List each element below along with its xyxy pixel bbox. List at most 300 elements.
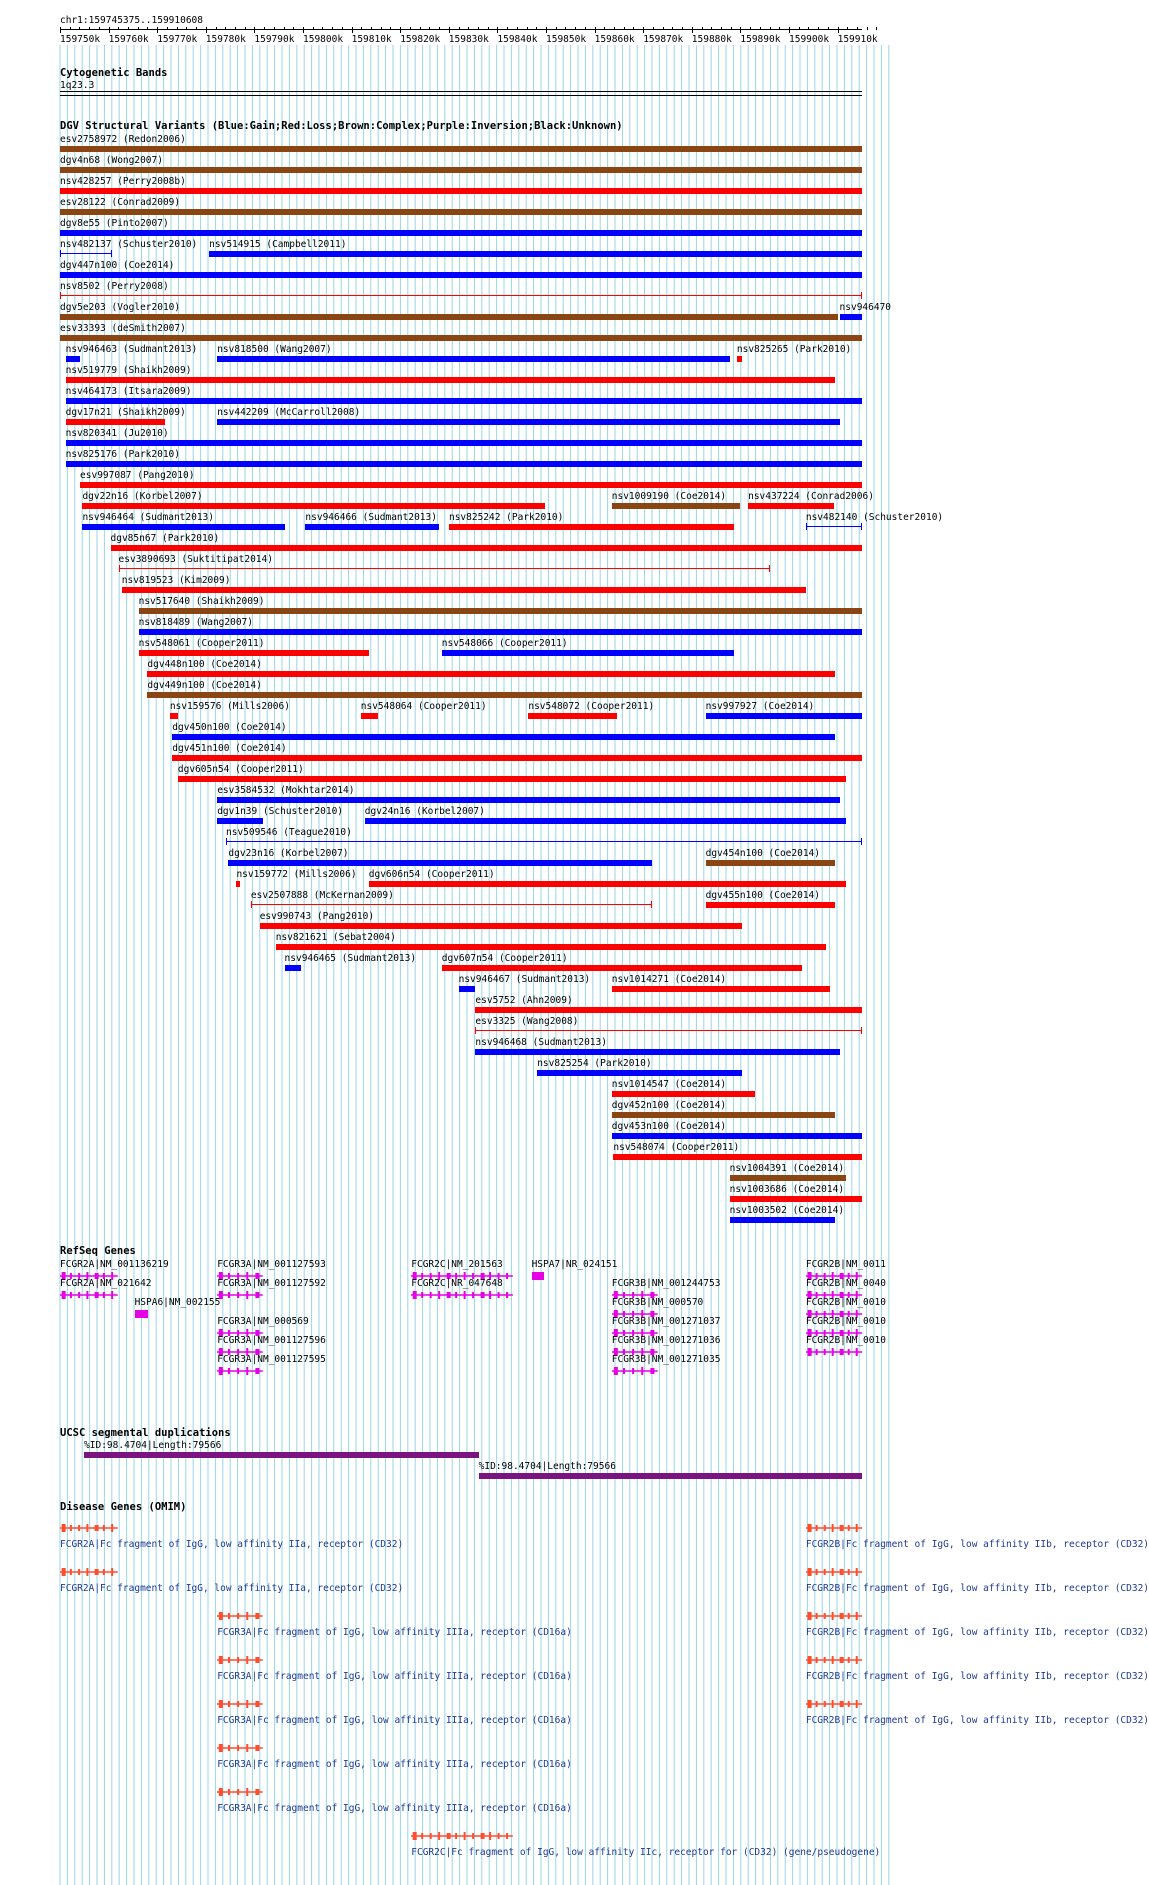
sv-feature-bar[interactable]	[459, 986, 476, 992]
refseq-gene-glyph[interactable]	[612, 1366, 658, 1376]
sv-feature-label: nsv825254 (Park2010)	[537, 1058, 652, 1069]
omim-gene-glyph[interactable]	[806, 1611, 862, 1621]
sv-feature-label: nsv946467 (Sudmant2013)	[458, 974, 591, 985]
ruler-tick-label: 159840k	[497, 34, 538, 45]
omim-disease-label[interactable]: FCGR3A|Fc fragment of IgG, low affinity IIIa, receptor (CD16a)	[217, 1627, 572, 1638]
ruler-minor-tick	[390, 27, 391, 30]
segdup-bar[interactable]	[479, 1473, 862, 1479]
sv-feature-bar[interactable]	[60, 167, 862, 173]
sv-feature-bar[interactable]	[612, 1112, 835, 1118]
sv-feature-label: nsv1014271 (Coe2014)	[611, 974, 727, 985]
refseq-gene-label: FCGR2C|NM_201563	[411, 1259, 503, 1270]
ruler-tick-label: 159870k	[643, 34, 684, 45]
ruler-minor-tick	[867, 27, 868, 30]
omim-disease-label[interactable]: FCGR2B|Fc fragment of IgG, low affinity IIb, receptor (CD32)	[805, 1539, 1149, 1550]
ruler-minor-tick	[186, 27, 187, 30]
ruler-minor-tick	[177, 27, 178, 30]
ruler-minor-tick	[808, 27, 809, 30]
ruler-minor-tick	[527, 27, 528, 30]
sv-feature-label: nsv1014547 (Coe2014)	[611, 1079, 727, 1090]
ruler-tick-label: 159800k	[303, 34, 344, 45]
ruler-minor-tick	[70, 27, 71, 30]
ruler-minor-tick	[828, 27, 829, 30]
sv-feature-bar[interactable]	[475, 1007, 862, 1013]
sv-feature-label: nsv548066 (Cooper2011)	[441, 638, 568, 649]
sv-feature-label: nsv428257 (Perry2008b)	[60, 176, 186, 187]
refseq-gene-label: FCGR2B|NM_0040	[805, 1278, 886, 1289]
ruler-minor-tick	[517, 27, 518, 30]
sv-feature-bar[interactable]	[60, 188, 862, 194]
sv-feature-bar[interactable]	[60, 209, 862, 215]
sv-feature-label: nsv1003686 (Coe2014)	[729, 1184, 845, 1195]
sv-feature-bar[interactable]	[730, 1196, 862, 1202]
sv-feature-endcap	[475, 1027, 476, 1034]
ruler-minor-tick	[624, 27, 625, 30]
sv-feature-label: nsv946466 (Sudmant2013)	[305, 512, 437, 523]
omim-gene-glyph[interactable]	[806, 1523, 862, 1533]
position-readout: chr1:159745375..159910608	[60, 15, 203, 26]
sv-feature-bar[interactable]	[139, 629, 862, 635]
ruler-minor-tick	[313, 27, 314, 30]
sv-feature-bar[interactable]	[226, 841, 862, 842]
sv-feature-bar[interactable]	[537, 1070, 742, 1076]
sv-feature-label: dgv17n21 (Shaikh2009)	[65, 407, 186, 418]
coordinate-ruler	[60, 27, 878, 47]
ruler-minor-tick	[264, 27, 265, 30]
sv-feature-label: dgv454n100 (Coe2014)	[705, 848, 820, 859]
ruler-minor-tick	[760, 27, 761, 30]
sv-feature-bar[interactable]	[260, 923, 742, 929]
omim-disease-label[interactable]: FCGR3A|Fc fragment of IgG, low affinity IIIa, receptor (CD16a)	[217, 1671, 572, 1682]
ruler-minor-tick	[118, 27, 119, 30]
ruler-minor-tick	[420, 27, 421, 30]
sv-feature-bar[interactable]	[706, 902, 835, 908]
sv-feature-label: dgv605n54 (Cooper2011)	[177, 764, 304, 775]
sv-feature-bar[interactable]	[170, 713, 178, 719]
ruler-minor-tick	[429, 27, 430, 30]
sv-feature-label: dgv4n68 (Wong2007)	[60, 155, 163, 166]
ruler-minor-tick	[79, 27, 80, 30]
ruler-minor-tick	[352, 27, 353, 33]
sv-feature-endcap	[651, 901, 652, 908]
sv-feature-label: nsv514915 (Campbell2011)	[209, 239, 347, 250]
sv-feature-label: nsv997927 (Coe2014)	[705, 701, 815, 712]
ruler-minor-tick	[196, 27, 197, 30]
sv-feature-bar[interactable]	[706, 713, 862, 719]
sv-feature-label: nsv818500 (Wang2007)	[217, 344, 332, 355]
sv-feature-bar[interactable]	[82, 503, 545, 509]
ruler-minor-tick	[303, 27, 304, 33]
sv-feature-label: dgv23n16 (Korbel2007)	[228, 848, 349, 859]
sv-feature-bar[interactable]	[612, 503, 740, 509]
sv-feature-label: nsv437224 (Conrad2006)	[748, 491, 874, 502]
segdup-label: %ID:98.4704|Length:79566	[84, 1440, 222, 1451]
sv-feature-label: esv3584532 (Mokhtar2014)	[217, 785, 355, 796]
sv-feature-label: dgv22n16 (Korbel2007)	[82, 491, 203, 502]
sv-feature-label: esv33393 (deSmith2007)	[60, 323, 186, 334]
sv-feature-bar[interactable]	[172, 755, 862, 761]
sv-feature-label: esv3890693 (Suktitipat2014)	[118, 554, 273, 565]
sv-feature-bar[interactable]	[737, 356, 742, 362]
sv-feature-bar[interactable]	[612, 986, 830, 992]
sv-feature-bar[interactable]	[217, 356, 729, 362]
sv-feature-bar[interactable]	[251, 904, 652, 905]
segdup-track-title: UCSC segmental duplications	[60, 1427, 231, 1439]
ruler-minor-tick	[585, 27, 586, 30]
refseq-gene-label: FCGR3B|NM_000570	[611, 1297, 704, 1308]
sv-feature-bar[interactable]	[60, 314, 838, 320]
ruler-minor-tick	[731, 27, 732, 30]
omim-gene-glyph[interactable]	[60, 1567, 118, 1577]
ruler-minor-tick	[206, 27, 207, 33]
sv-feature-bar[interactable]	[178, 776, 846, 782]
ruler-minor-tick	[245, 27, 246, 30]
omim-gene-glyph[interactable]	[217, 1611, 263, 1621]
sv-feature-label: dgv85n67 (Park2010)	[110, 533, 220, 544]
sv-feature-label: nsv946468 (Sudmant2013)	[475, 1037, 607, 1048]
refseq-gene-label: FCGR3A|NM_001127593	[217, 1259, 326, 1270]
sv-feature-label: esv997087 (Pang2010)	[80, 470, 195, 481]
omim-gene-glyph[interactable]	[60, 1523, 118, 1533]
refseq-gene-block[interactable]	[135, 1310, 149, 1318]
sv-feature-bar[interactable]	[228, 860, 651, 866]
sv-feature-label: nsv819523 (Kim2009)	[121, 575, 231, 586]
refseq-gene-label: FCGR3B|NM_001271035	[611, 1354, 721, 1365]
ruler-axis-line	[60, 29, 862, 30]
ruler-minor-tick	[497, 27, 498, 33]
ruler-minor-tick	[60, 27, 61, 33]
sv-feature-label: nsv946463 (Sudmant2013)	[65, 344, 198, 355]
ruler-minor-tick	[711, 27, 712, 30]
sv-feature-bar[interactable]	[528, 713, 616, 719]
ruler-minor-tick	[147, 27, 148, 30]
sv-feature-label: nsv825242 (Park2010)	[448, 512, 564, 523]
sv-feature-bar[interactable]	[139, 608, 862, 614]
refseq-gene-label: HSPA7|NR_024151	[531, 1259, 618, 1270]
ruler-minor-tick	[109, 27, 110, 33]
sv-feature-bar[interactable]	[361, 713, 378, 719]
sv-feature-label: nsv517640 (Shaikh2009)	[138, 596, 265, 607]
omim-disease-label[interactable]: FCGR2B|Fc fragment of IgG, low affinity IIb, receptor (CD32)	[805, 1627, 1149, 1638]
ruler-minor-tick	[682, 27, 683, 30]
refseq-gene-label: HSPA6|NM_002155	[134, 1297, 221, 1308]
dgv-track-title: DGV Structural Variants (Blue:Gain;Red:Loss;Brown:Complex;Purple:Inversion;Black:Unknown)	[60, 120, 623, 132]
sv-feature-label: nsv825265 (Park2010)	[736, 344, 852, 355]
sv-feature-bar[interactable]	[365, 818, 846, 824]
ruler-minor-tick	[575, 27, 576, 30]
refseq-gene-label: FCGR2B|NM_0011	[805, 1259, 886, 1270]
sv-feature-bar[interactable]	[66, 419, 165, 425]
ruler-minor-tick	[293, 27, 294, 30]
sv-feature-label: nsv820341 (Ju2010)	[65, 428, 169, 439]
sv-feature-bar[interactable]	[217, 419, 840, 425]
sv-feature-label: nsv482140 (Schuster2010)	[805, 512, 944, 523]
refseq-gene-glyph[interactable]	[411, 1290, 513, 1300]
refseq-gene-label: FCGR3A|NM_001127592	[217, 1278, 326, 1289]
ruler-minor-tick	[157, 27, 158, 33]
ruler-minor-tick	[799, 27, 800, 30]
ruler-tick-label: 159890k	[740, 34, 781, 45]
refseq-gene-label: FCGR3B|NM_001271037	[611, 1316, 721, 1327]
cyto-band-label: 1q23.3	[60, 80, 95, 91]
omim-gene-glyph[interactable]	[217, 1655, 263, 1665]
segdup-bar[interactable]	[84, 1452, 479, 1458]
ruler-minor-tick	[284, 27, 285, 30]
ruler-tick-label: 159900k	[789, 34, 830, 45]
sv-feature-endcap	[861, 292, 862, 299]
sv-feature-label: esv28122 (Conrad2009)	[60, 197, 181, 208]
cyto-track-title: Cytogenetic Bands	[60, 67, 168, 79]
sv-feature-label: nsv159576 (Mills2006)	[169, 701, 290, 712]
ruler-minor-tick	[779, 27, 780, 30]
refseq-gene-label: FCGR3A|NM_001127595	[217, 1354, 326, 1365]
sv-feature-bar[interactable]	[276, 944, 826, 950]
sv-feature-bar[interactable]	[612, 1091, 756, 1097]
sv-feature-bar[interactable]	[475, 1049, 840, 1055]
refseq-track-title: RefSeq Genes	[60, 1245, 136, 1257]
refseq-gene-label: FCGR3A|NM_001127596	[217, 1335, 326, 1346]
ruler-tick-label: 159790k	[254, 34, 295, 45]
ruler-minor-tick	[439, 27, 440, 30]
sv-feature-label: nsv482137 (Schuster2010)	[60, 239, 198, 250]
sv-feature-bar[interactable]	[60, 335, 862, 341]
ruler-minor-tick	[643, 27, 644, 33]
refseq-gene-glyph[interactable]	[217, 1290, 263, 1300]
sv-feature-bar[interactable]	[217, 818, 263, 824]
ruler-minor-tick	[274, 27, 275, 30]
ruler-minor-tick	[332, 27, 333, 30]
ruler-minor-tick	[371, 27, 372, 30]
refseq-gene-glyph[interactable]	[806, 1347, 862, 1357]
ruler-minor-tick	[633, 27, 634, 30]
sv-feature-bar[interactable]	[217, 797, 840, 803]
sv-feature-endcap	[111, 250, 112, 257]
sv-feature-bar[interactable]	[442, 650, 734, 656]
ruler-minor-tick	[216, 27, 217, 30]
ruler-minor-tick	[838, 27, 839, 33]
sv-feature-bar[interactable]	[66, 377, 835, 383]
sv-feature-label: nsv159772 (Mills2006)	[236, 869, 357, 880]
ruler-minor-tick	[99, 27, 100, 30]
ruler-tick-label: 159880k	[691, 34, 732, 45]
refseq-gene-label: FCGR3B|NM_001244753	[611, 1278, 721, 1289]
omim-gene-glyph[interactable]	[806, 1567, 862, 1577]
sv-feature-label: nsv946464 (Sudmant2013)	[82, 512, 215, 523]
refseq-gene-label: FCGR3A|NM_000569	[217, 1316, 309, 1327]
sv-feature-label: nsv946465 (Sudmant2013)	[284, 953, 417, 964]
sv-feature-label: dgv452n100 (Coe2014)	[611, 1100, 727, 1111]
sv-feature-label: nsv1009190 (Coe2014)	[611, 491, 727, 502]
ruler-minor-tick	[876, 27, 877, 30]
sv-feature-bar[interactable]	[60, 146, 862, 152]
sv-feature-label: dgv453n100 (Coe2014)	[611, 1121, 727, 1132]
sv-feature-endcap	[861, 838, 862, 845]
ruler-minor-tick	[381, 27, 382, 30]
sv-feature-bar[interactable]	[748, 503, 834, 509]
refseq-gene-block[interactable]	[532, 1272, 545, 1280]
ruler-minor-tick	[789, 27, 790, 33]
omim-disease-label[interactable]: FCGR3A|Fc fragment of IgG, low affinity IIIa, receptor (CD16a)	[217, 1759, 572, 1770]
ruler-minor-tick	[400, 27, 401, 33]
ruler-minor-tick	[536, 27, 537, 30]
ruler-tick-label: 159760k	[108, 34, 149, 45]
ruler-minor-tick	[565, 27, 566, 30]
ruler-minor-tick	[721, 27, 722, 30]
refseq-gene-glyph[interactable]	[217, 1366, 263, 1376]
ruler-minor-tick	[89, 27, 90, 30]
sv-feature-bar[interactable]	[119, 568, 770, 569]
sv-feature-endcap	[119, 565, 120, 572]
cyto-band-line-1	[60, 91, 862, 92]
ruler-tick-label: 159860k	[594, 34, 635, 45]
sv-feature-bar[interactable]	[66, 461, 862, 467]
sv-feature-bar[interactable]	[80, 482, 862, 488]
sv-feature-bar[interactable]	[613, 1154, 862, 1160]
omim-gene-glyph[interactable]	[411, 1831, 513, 1841]
ruler-minor-tick	[546, 27, 547, 33]
sv-feature-endcap	[806, 523, 807, 530]
ruler-minor-tick	[604, 27, 605, 30]
sv-feature-bar[interactable]	[806, 526, 862, 527]
ruler-minor-tick	[478, 27, 479, 30]
ruler-minor-tick	[468, 27, 469, 30]
sv-feature-label: dgv455n100 (Coe2014)	[705, 890, 820, 901]
ruler-minor-tick	[857, 27, 858, 30]
omim-track-title: Disease Genes (OMIM)	[60, 1501, 187, 1513]
sv-feature-label: dgv450n100 (Coe2014)	[172, 722, 287, 733]
omim-gene-glyph[interactable]	[217, 1743, 263, 1753]
sv-feature-bar[interactable]	[66, 398, 862, 404]
segdup-label: %ID:98.4704|Length:79566	[478, 1461, 616, 1472]
ruler-minor-tick	[614, 27, 615, 30]
sv-feature-label: nsv548061 (Cooper2011)	[138, 638, 265, 649]
sv-feature-bar[interactable]	[60, 253, 112, 254]
sv-feature-bar[interactable]	[60, 295, 862, 296]
ruler-minor-tick	[595, 27, 596, 33]
refseq-gene-label: FCGR2A|NM_021642	[60, 1278, 152, 1289]
sv-feature-bar[interactable]	[285, 965, 302, 971]
refseq-gene-label: FCGR2B|NM_0010	[805, 1316, 886, 1327]
sv-feature-label: nsv519779 (Shaikh2009)	[65, 365, 192, 376]
ruler-tick-label: 159830k	[448, 34, 489, 45]
sv-feature-bar[interactable]	[172, 734, 834, 740]
omim-disease-label[interactable]: FCGR3A|Fc fragment of IgG, low affinity IIIa, receptor (CD16a)	[217, 1803, 572, 1814]
omim-disease-label[interactable]: FCGR2B|Fc fragment of IgG, low affinity IIb, receptor (CD32)	[805, 1671, 1149, 1682]
sv-feature-bar[interactable]	[369, 881, 846, 887]
sv-feature-label: nsv825176 (Park2010)	[65, 449, 180, 460]
omim-gene-glyph[interactable]	[217, 1787, 263, 1797]
ruler-minor-tick	[410, 27, 411, 30]
sv-feature-bar[interactable]	[111, 545, 862, 551]
omim-disease-label[interactable]: FCGR3A|Fc fragment of IgG, low affinity IIIa, receptor (CD16a)	[217, 1715, 572, 1726]
ruler-minor-tick	[459, 27, 460, 30]
ruler-tick-label: 159850k	[546, 34, 587, 45]
sv-feature-label: esv5752 (Ahn2009)	[475, 995, 573, 1006]
omim-gene-glyph[interactable]	[806, 1699, 862, 1709]
sv-feature-bar[interactable]	[139, 650, 369, 656]
ruler-minor-tick	[556, 27, 557, 30]
sv-feature-label: dgv606n54 (Cooper2011)	[368, 869, 495, 880]
sv-feature-bar[interactable]	[66, 440, 862, 446]
sv-feature-label: esv2758972 (Redon2006)	[60, 134, 186, 145]
sv-feature-bar[interactable]	[442, 965, 802, 971]
ruler-tick-label: 159780k	[205, 34, 246, 45]
sv-feature-label: dgv5e203 (Vogler2010)	[60, 302, 181, 313]
refseq-gene-glyph[interactable]	[60, 1290, 118, 1300]
ruler-minor-tick	[653, 27, 654, 30]
ruler-minor-tick	[702, 27, 703, 30]
ruler-tick-label: 159750k	[60, 34, 101, 45]
omim-disease-label[interactable]: FCGR2B|Fc fragment of IgG, low affinity IIb, receptor (CD32)	[805, 1715, 1149, 1726]
cyto-band-line-2	[60, 95, 862, 96]
sv-feature-endcap	[251, 901, 252, 908]
sv-feature-bar[interactable]	[209, 251, 862, 257]
sv-feature-bar[interactable]	[730, 1175, 846, 1181]
sv-feature-bar[interactable]	[66, 356, 80, 362]
ruler-minor-tick	[750, 27, 751, 30]
sv-feature-bar[interactable]	[449, 524, 734, 530]
sv-feature-endcap	[60, 250, 61, 257]
ruler-minor-tick	[342, 27, 343, 30]
sv-feature-bar[interactable]	[305, 524, 438, 530]
omim-disease-label[interactable]: FCGR2C|Fc fragment of IgG, low affinity IIc, receptor for (CD32) (gene/pseudogene)	[411, 1847, 881, 1858]
ruler-minor-tick	[361, 27, 362, 30]
sv-feature-bar[interactable]	[612, 1133, 862, 1139]
sv-feature-bar[interactable]	[60, 272, 862, 278]
ruler-minor-tick	[847, 27, 848, 30]
sv-feature-label: nsv818489 (Wang2007)	[138, 617, 253, 628]
refseq-gene-label: FCGR2A|NM_001136219	[60, 1259, 169, 1270]
sv-feature-label: dgv451n100 (Coe2014)	[172, 743, 287, 754]
sv-feature-bar[interactable]	[122, 587, 806, 593]
sv-feature-endcap	[861, 1027, 862, 1034]
omim-disease-label[interactable]: FCGR2A|Fc fragment of IgG, low affinity IIa, receptor (CD32)	[60, 1583, 404, 1594]
sv-feature-bar[interactable]	[236, 881, 240, 887]
sv-feature-label: nsv548072 (Cooper2011)	[528, 701, 655, 712]
ruler-tick-label: 159820k	[400, 34, 441, 45]
sv-feature-bar[interactable]	[706, 860, 835, 866]
omim-disease-label[interactable]: FCGR2A|Fc fragment of IgG, low affinity IIa, receptor (CD32)	[60, 1539, 404, 1550]
sv-feature-bar[interactable]	[147, 692, 862, 698]
ruler-minor-tick	[740, 27, 741, 33]
ruler-minor-tick	[770, 27, 771, 30]
ruler-minor-tick	[672, 27, 673, 30]
sv-feature-bar[interactable]	[475, 1030, 862, 1031]
sv-feature-bar[interactable]	[60, 230, 862, 236]
sv-feature-bar[interactable]	[147, 671, 834, 677]
sv-feature-bar[interactable]	[840, 314, 862, 320]
sv-feature-label: esv990743 (Pang2010)	[259, 911, 375, 922]
omim-disease-label[interactable]: FCGR2B|Fc fragment of IgG, low affinity IIb, receptor (CD32)	[805, 1583, 1149, 1594]
sv-feature-label: dgv447n100 (Coe2014)	[60, 260, 175, 271]
ruler-minor-tick	[818, 27, 819, 30]
sv-feature-label: nsv8502 (Perry2008)	[60, 281, 169, 292]
sv-feature-label: dgv24n16 (Korbel2007)	[364, 806, 485, 817]
ruler-minor-tick	[235, 27, 236, 30]
sv-feature-endcap	[861, 523, 862, 530]
sv-feature-label: nsv1004391 (Coe2014)	[729, 1163, 845, 1174]
refseq-gene-label: FCGR2B|NM_0010	[805, 1297, 886, 1308]
sv-feature-label: nsv548064 (Cooper2011)	[360, 701, 487, 712]
sv-feature-label: dgv8e55 (Pinto2007)	[60, 218, 169, 229]
omim-gene-glyph[interactable]	[217, 1699, 263, 1709]
refseq-gene-label: FCGR2B|NM_0010	[805, 1335, 886, 1346]
sv-feature-bar[interactable]	[82, 524, 284, 530]
refseq-gene-label: FCGR3B|NM_001271036	[611, 1335, 721, 1346]
sv-feature-label: dgv449n100 (Coe2014)	[147, 680, 262, 691]
sv-feature-bar[interactable]	[730, 1217, 835, 1223]
omim-gene-glyph[interactable]	[806, 1655, 862, 1665]
